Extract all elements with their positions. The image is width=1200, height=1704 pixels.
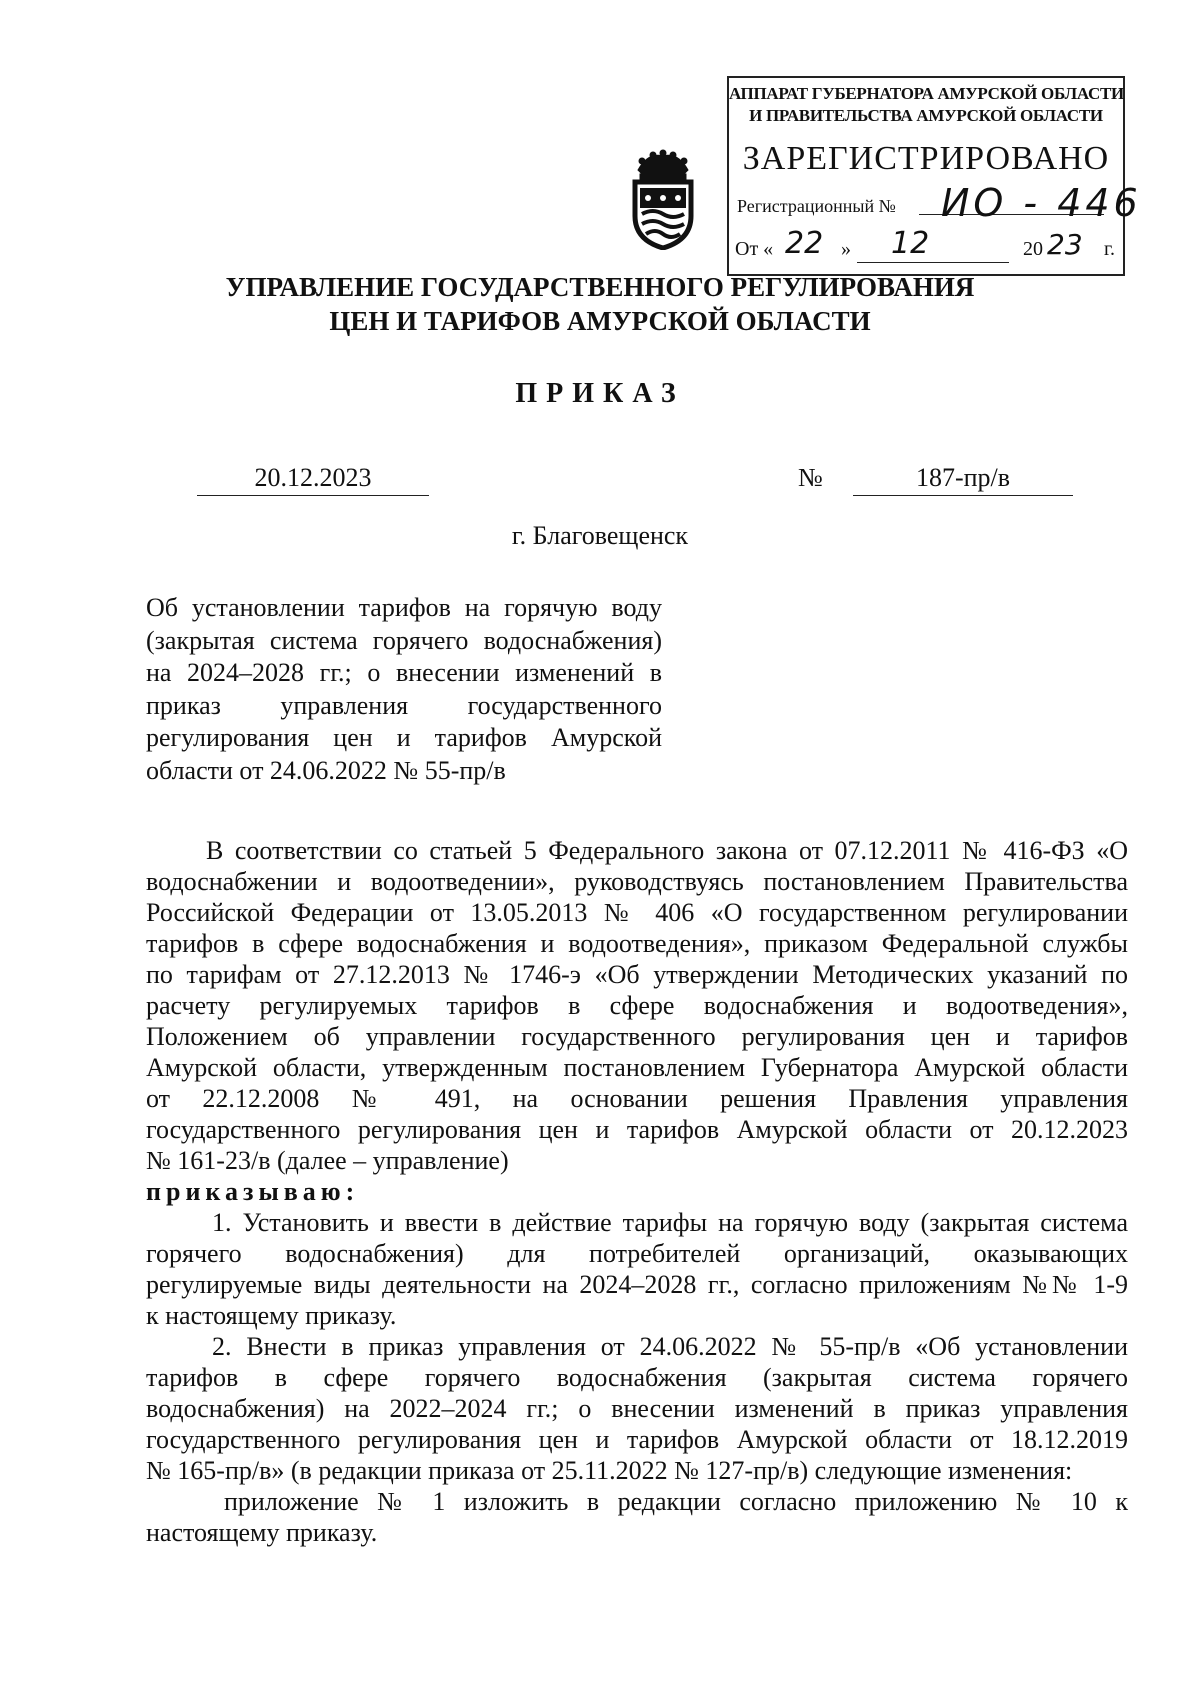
item1-line: регулируемые виды деятельности на 2024–2028 гг., согласно приложениям №№ 1-9 (146, 1270, 1128, 1299)
preamble-line: В соответствии со статьей 5 Федерального закона от 07.12.2011 № 416-ФЗ «О (206, 836, 1128, 865)
stamp-year-prefix: 20 (1023, 238, 1043, 260)
subject-line: приказ управления государственного (146, 690, 662, 720)
preamble-line: от 22.12.2008 № 491, на основании решения Правления управления (146, 1084, 1128, 1113)
stamp-day-close: » (841, 238, 851, 260)
doc-type-title: ПРИКАЗ (515, 378, 685, 409)
prikazyvayu-word: приказываю: (146, 1177, 360, 1206)
order-body (146, 835, 1128, 1548)
stamp-reg-label: Регистрационный № (737, 196, 896, 216)
order-number-sign: № (798, 463, 823, 492)
order-date: 20.12.2023 (197, 463, 429, 496)
item1-line: к настоящему приказу. (146, 1301, 397, 1330)
preamble-line: Амурской области, утвержденным постановлением Губернатора Амурской области (146, 1053, 1128, 1082)
preamble-line: государственного регулирования цен и тарифов Амурской области от 20.12.2023 (146, 1115, 1128, 1144)
order-subject (146, 592, 662, 787)
item2-line: тарифов в сфере горячего водоснабжения (закрытая система горячего (146, 1363, 1128, 1392)
city: г. Благовещенск (511, 521, 689, 550)
header-line-2: ЦЕН И ТАРИФОВ АМУРСКОЙ ОБЛАСТИ (329, 306, 871, 336)
preamble-line: по тарифам от 27.12.2013 № 1746-э «Об утверждении Методических указаний по (146, 960, 1128, 989)
item2-line: государственного регулирования цен и тарифов Амурской области от 18.12.2019 (146, 1425, 1128, 1454)
order-number: 187-пр/в (853, 463, 1073, 496)
stamp-month: 12 (891, 226, 930, 261)
preamble-line: Положением об управлении государственного регулирования цен и тарифов (146, 1022, 1128, 1051)
subject-line: на 2024–2028 гг.; о внесении изменений в (146, 658, 662, 687)
subject-line: регулирования цен и тарифов Амурской (146, 723, 662, 752)
stamp-line-1: АППАРАТ ГУБЕРНАТОРА АМУРСКОЙ ОБЛАСТИ (729, 84, 1124, 103)
item1-line: горячего водоснабжения) для потребителей организаций, оказывающих (146, 1239, 1128, 1268)
item2-sub-line: приложение № 1 изложить в редакции согласно приложению № 10 к (224, 1487, 1128, 1516)
header-line-1: УПРАВЛЕНИЕ ГОСУДАРСТВЕННОГО РЕГУЛИРОВАНИЯ (225, 272, 975, 302)
item2-sub-line: настоящему приказу. (146, 1518, 378, 1547)
stamp-year-suffix: г. (1104, 238, 1115, 260)
stamp-title: ЗАРЕГИСТРИРОВАНО (742, 140, 1110, 177)
preamble-line: Российской Федерации от 13.05.2013 № 406 «О государственном регулировании (146, 898, 1128, 927)
subject-line: области от 24.06.2022 № 55-пр/в (146, 755, 506, 785)
stamp-year: 23 (1047, 228, 1083, 261)
subject-line: Об установлении тарифов на горячую воду (146, 593, 662, 622)
item2-line: водоснабжения) на 2022–2024 гг.; о внесении изменений в приказ управления (146, 1394, 1128, 1423)
preamble-line: водоснабжении и водоотведении», руководствуясь постановлением Правительства (146, 867, 1128, 896)
coat-of-arms-icon (628, 148, 698, 250)
stamp-date-prefix: От « (735, 238, 774, 260)
preamble-line: № 161-23/в (далее – управление) (146, 1146, 509, 1175)
item2-line: № 165-пр/в» (в редакции приказа от 25.11.2022 № 127-пр/в) следующие изменения: (146, 1456, 1073, 1485)
registration-stamp (727, 76, 1142, 276)
item1-line: 1. Установить и ввести в действие тарифы на горячую воду (закрытая система (212, 1208, 1128, 1237)
preamble-line: расчету регулируемых тарифов в сфере водоснабжения и водоотведения», (146, 991, 1128, 1020)
stamp-reg-number: ИО - 446 (941, 181, 1142, 225)
stamp-day: 22 (785, 226, 824, 261)
subject-line: (закрытая система горячего водоснабжения) (146, 625, 662, 655)
stamp-month-underline (857, 262, 1009, 263)
preamble-line: тарифов в сфере водоснабжения и водоотведения», приказом Федеральной службы (146, 929, 1128, 958)
stamp-line-2: И ПРАВИТЕЛЬСТВА АМУРСКОЙ ОБЛАСТИ (749, 106, 1103, 125)
item2-line: 2. Внести в приказ управления от 24.06.2022 № 55-пр/в «Об установлении (212, 1332, 1128, 1361)
